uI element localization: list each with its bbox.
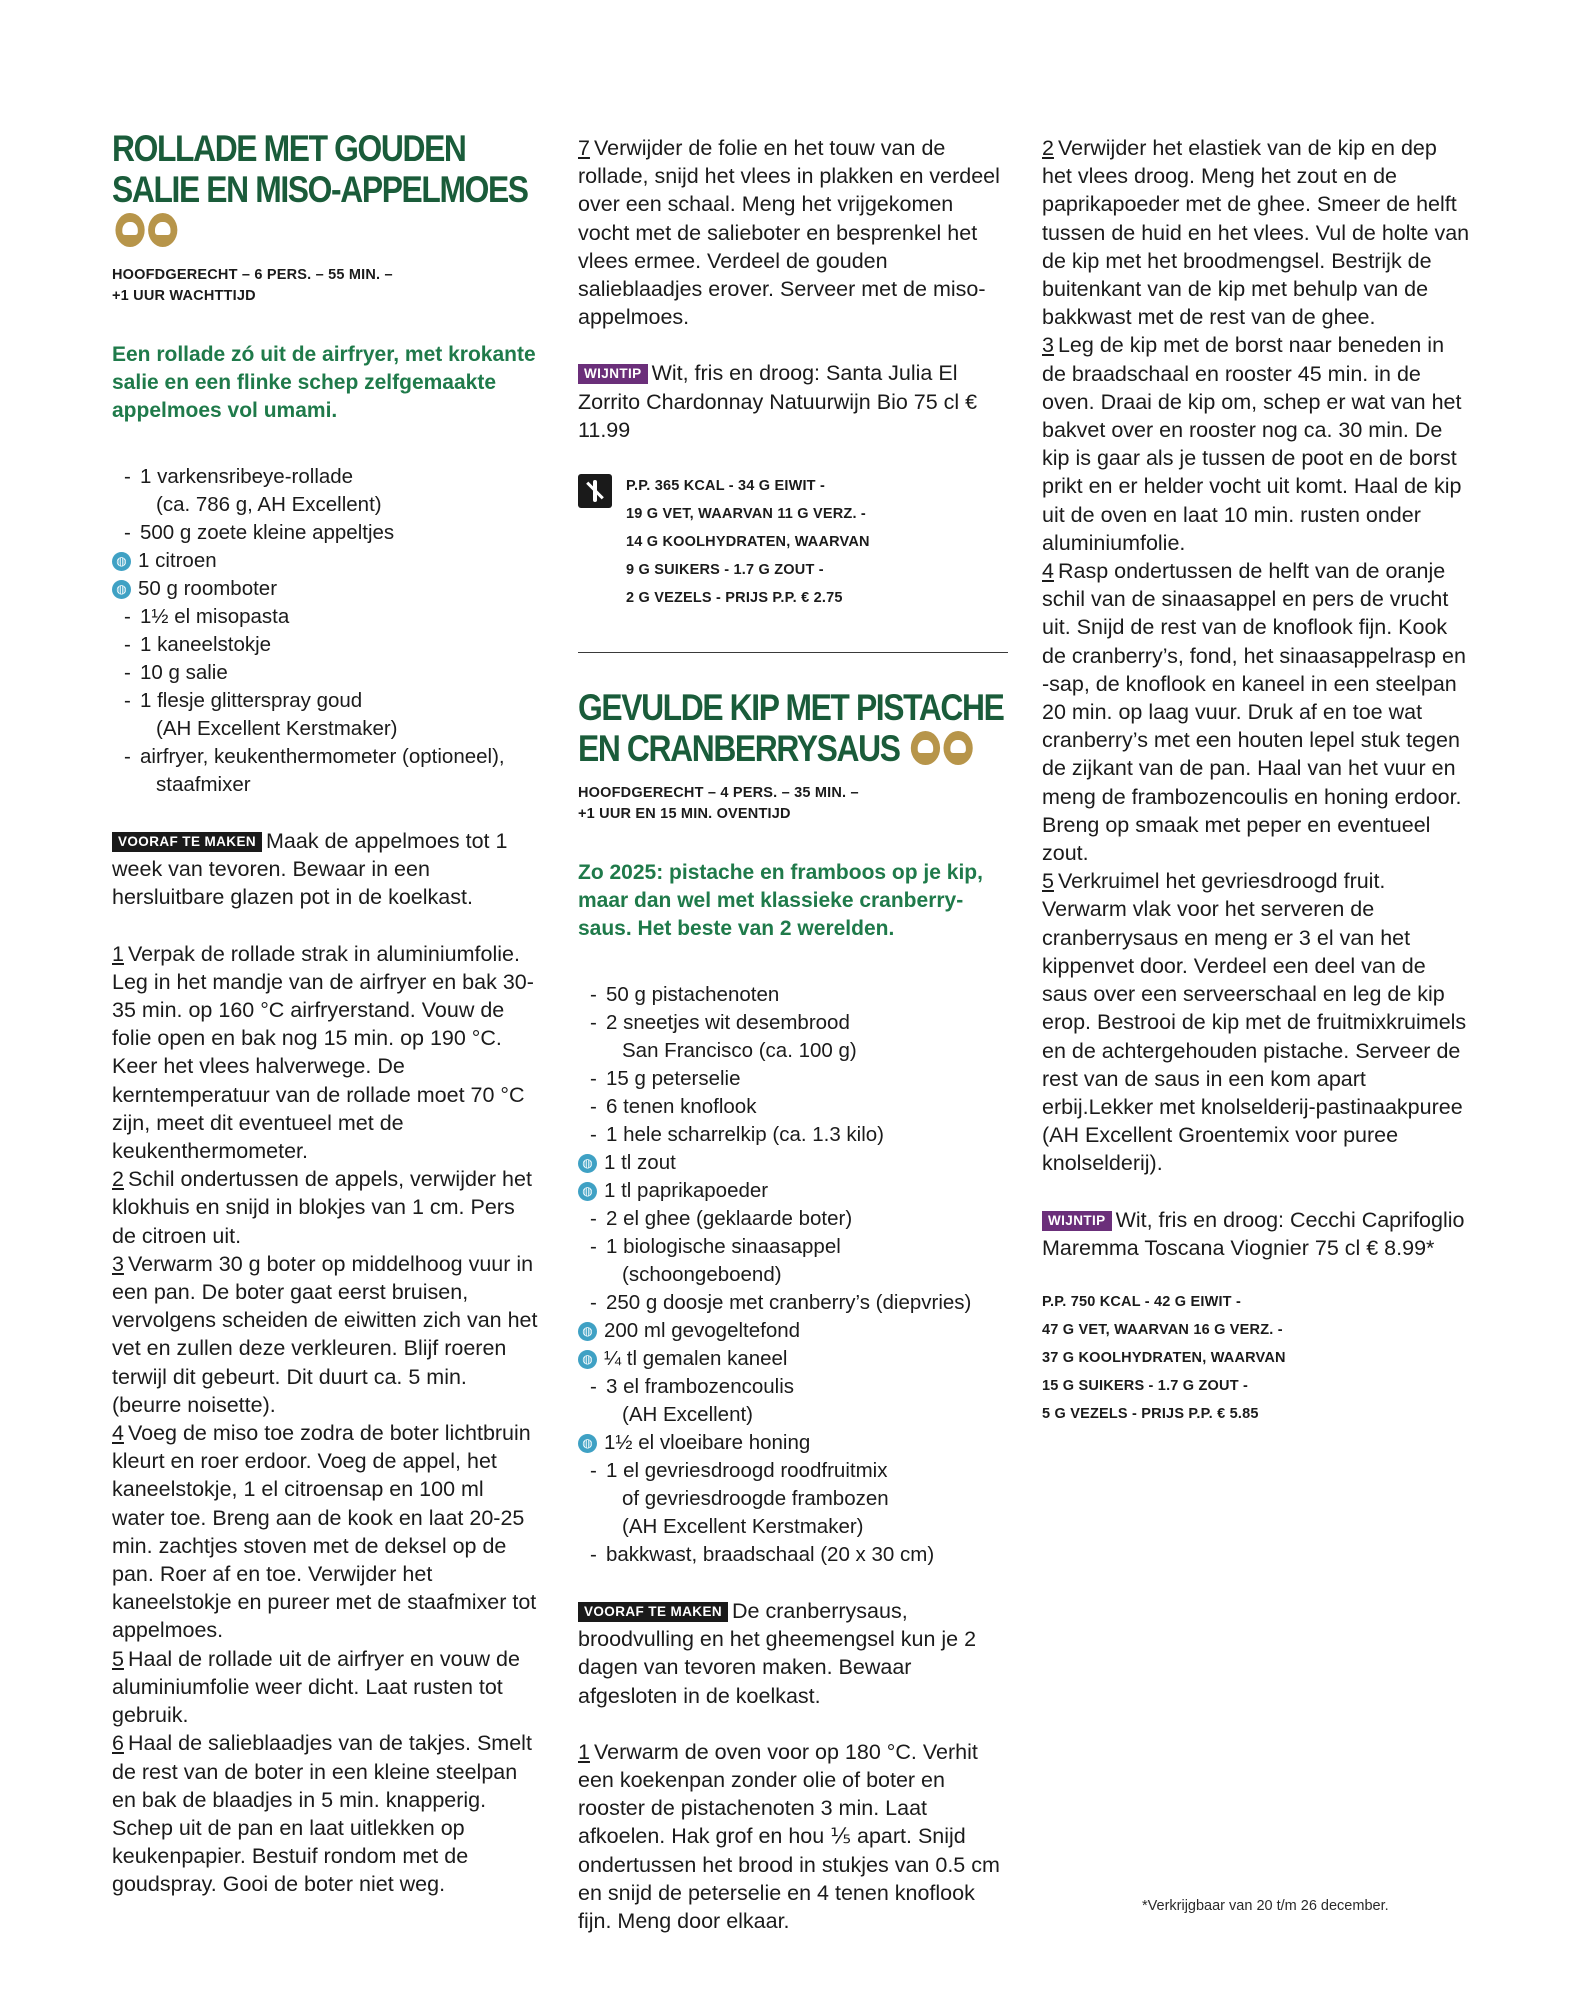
- section-divider: [578, 652, 1008, 653]
- ingredient: (AH Excellent Kerstmaker): [156, 717, 398, 740]
- nutrition-line: 47 G VET, WAARVAN 16 G VERZ. -: [1042, 1321, 1283, 1338]
- nutrition-line: 37 G KOOLHYDRATEN, WAARVAN: [1042, 1349, 1286, 1366]
- recipe-step: 3 Leg de kip met de borst naar beneden in de braadschaal en rooster 45 min. in de oven. Draai de kip om, schep er wat van het bakvet over en rooster nog ca. 30 min. De kip is gaar als je tussen de poot en de borst prikt en er helder vocht uit komt. Haal de kip uit de oven en laat 10 min. rusten onder aluminiumfolie.: [1042, 333, 1462, 555]
- recipe2-title: GEVULDE KIP MET PISTACHE EN CRANBERRYSAUS: [578, 687, 1004, 770]
- column-1: [112, 128, 542, 1899]
- chef-hat-icon: [115, 213, 144, 247]
- recipe2-meta-line: +1 UUR EN 15 MIN. OVENTIJD: [578, 806, 791, 823]
- ingredient: - airfryer, keukenthermometer (optioneel),: [124, 745, 505, 768]
- ingredient: - 500 g zoete kleine appeltjes: [124, 521, 395, 544]
- recipe2-steps: [578, 1738, 1008, 1934]
- recipe-step: 4 Rasp ondertussen de helft van de oranje schil van de sinaasappel en pers de vrucht uit. Snijd de rest van de knoflook fijn. Kook de cranberry’s, fond, het sinaasappelrasp en -sap, de knoflook en kaneel in een steelpan 20 min. op laag vuur. Druk af en toe wat cranberry’s met een houten lepel stuk tegen de zijkant van de pan. Haal van het vuur en meng de frambozencoulis en honing erdoor. Breng op smaak met peper en eventueel zout.: [1042, 559, 1466, 866]
- chef-hat-icon: [148, 213, 177, 247]
- ingredient: ◍ 1 citroen: [112, 547, 542, 575]
- ingredient: - 50 g pistachenoten: [590, 983, 780, 1007]
- chef-hat-icon: [943, 731, 972, 765]
- ingredient: - 15 g peterselie: [590, 1067, 741, 1091]
- recipe1-title: ROLLADE MET GOUDEN SALIE EN MISO-APPELMOES: [112, 128, 559, 251]
- nutrition-line: P.P. 750 KCAL - 42 G EIWIT -: [1042, 1293, 1241, 1310]
- recipe-step: 3 Verwarm 30 g boter op middelhoog vuur in een pan. De boter gaat eerst bruisen, vervolgens scheiden de eiwitten zich van het vet en zullen deze verkleuren. Blijf roeren terwijl dit gebeurt. Dit duurt ca. 5 min. (beurre noisette).: [112, 1251, 538, 1417]
- ingredient: - 250 g doosje met cranberry’s (diepvries): [590, 1291, 972, 1315]
- recipe1-ingredients: [112, 463, 542, 799]
- column-3: [1042, 134, 1472, 1428]
- recipe-step: 6 Haal de salieblaadjes van de takjes. Smelt de rest van de boter in een kleine steelpan en bak de blaadjes in 5 min. knapperig. Schep uit de pan en laat uitlekken op keukenpapier. Bestuif rondom met de goudspray. Gooi de boter niet weg.: [112, 1731, 532, 1897]
- seasonal-icon: ◍: [578, 1322, 597, 1341]
- nutrition-line: 15 G SUIKERS - 1.7 G ZOUT -: [1042, 1377, 1249, 1394]
- seasonal-icon: ◍: [112, 552, 131, 571]
- ingredient: - 2 el ghee (geklaarde boter): [590, 1207, 853, 1231]
- recipe1-meta-line: HOOFDGERECHT – 6 PERS. – 55 MIN. –: [112, 267, 393, 283]
- recipe1-meta: [112, 265, 542, 307]
- recipe-step: 4 Voeg de miso toe zodra de boter lichtbruin kleurt en roer erdoor. Voeg de appel, het kaneelstokje, 1 el citroensap en 100 ml water toe. Breng aan de kook en laat 20-25 min. zachtjes stoven met de deksel op de pan. Roer af en toe. Verwijder het kaneelstokje en pureer met de staafmixer tot appelmoes.: [112, 1421, 537, 1643]
- ingredient: (ca. 786 g, AH Excellent): [156, 493, 382, 516]
- recipe1-nutrition: [578, 472, 1008, 612]
- seasonal-icon: ◍: [112, 580, 131, 599]
- recipe1-intro: Een rollade zó uit de airfryer, met krokante salie en een flinke schep zelfgemaakte appelmoes vol umami.: [112, 343, 536, 422]
- ingredient: - 1 hele scharrelkip (ca. 1.3 kilo): [590, 1123, 885, 1147]
- ingredient: ◍ 50 g roomboter: [112, 575, 542, 603]
- recipe2-ingredients: [578, 981, 1008, 1569]
- ingredient: - 1 el gevriesdroogd roodfruitmix: [590, 1459, 888, 1483]
- recipe2-vooraf: VOORAF TE MAKEN De cranberrysaus, broodvulling en het gheemengsel kun je 2 dagen van tevoren maken. Bewaar afgesloten in de koelkast.: [578, 1599, 977, 1708]
- ingredient: - 6 tenen knoflook: [590, 1095, 757, 1119]
- seasonal-icon: ◍: [578, 1154, 597, 1173]
- seasonal-icon: ◍: [578, 1350, 597, 1369]
- ingredient: San Francisco (ca. 100 g): [622, 1039, 857, 1063]
- nutrition-line: 5 G VEZELS - PRIJS P.P. € 5.85: [1042, 1405, 1259, 1422]
- ingredient: ◍ 1 tl paprikapoeder: [578, 1177, 1008, 1205]
- nutrition-line: 2 G VEZELS - PRIJS P.P. € 2.75: [626, 590, 843, 607]
- nutrition-line: 9 G SUIKERS - 1.7 G ZOUT -: [626, 562, 824, 579]
- wine-tag: WIJNTIP: [578, 364, 648, 384]
- recipe2-wine: WIJNTIP Wit, fris en droog: Cecchi Caprifoglio Maremma Toscana Viognier 75 cl € 8.99*: [1042, 1207, 1465, 1260]
- ingredient: ◍ ¼ tl gemalen kaneel: [578, 1345, 1008, 1373]
- ingredient: - 1 varkensribeye-rollade: [124, 465, 354, 488]
- nutrition-line: 19 G VET, WAARVAN 11 G VERZ. -: [626, 506, 866, 523]
- ingredient: - 10 g salie: [124, 661, 228, 684]
- recipe1-steps: [112, 940, 542, 1899]
- recipe-step: 7 Verwijder de folie en het touw van de rollade, snijd het vlees in plakken en verdeel over een schaal. Meng het vrijgekomen vocht met de salieboter en besprenkel het vlees ermee. Verdeel de gouden salieblaadjes erover. Serveer met de miso-appelmoes.: [578, 136, 1000, 330]
- ingredient: - 1 biologische sinaasappel: [590, 1235, 841, 1259]
- wine-tag: WIJNTIP: [1042, 1211, 1112, 1231]
- ingredient: ◍ 1½ el vloeibare honing: [578, 1429, 1008, 1457]
- ingredient: (AH Excellent Kerstmaker): [622, 1515, 864, 1539]
- recipe-step: 1 Verwarm de oven voor op 180 °C. Verhit een koekenpan zonder olie of boter en rooster de pistachenoten 3 min. Laat afkoelen. Hak grof en hou ⅕ apart. Snijd ondertussen het brood in stukjes van 0.5 cm en snijd de peterselie en 4 tenen knoflook fijn. Meng door elkaar.: [578, 1739, 1000, 1934]
- ingredient: (AH Excellent): [622, 1403, 754, 1427]
- ingredient: - 1 flesje glitterspray goud: [124, 689, 363, 712]
- ingredient: - 1½ el misopasta: [124, 605, 290, 628]
- recipe1-vooraf: VOORAF TE MAKEN Maak de appelmoes tot 1 week van tevoren. Bewaar in een hersluitbare glazen pot in de koelkast.: [112, 829, 508, 910]
- ingredient: - 2 sneetjes wit desembrood: [590, 1011, 850, 1035]
- recipe-step: 2 Schil ondertussen de appels, verwijder het klokhuis en snijd in blokjes van 1 cm. Pers de citroen uit.: [112, 1167, 532, 1248]
- recipe-step: 2 Verwijder het elastiek van de kip en dep het vlees droog. Meng het zout en de paprikapoeder met de ghee. Smeer de helft tussen de huid en het vlees. Vul de holte van de kip met het broodmengsel. Bestrijk de buitenkant van de kip met behulp van de bakkwast met de rest van de ghee.: [1042, 136, 1470, 330]
- ingredient: ◍ 200 ml gevogeltefond: [578, 1317, 1008, 1345]
- recipe2-meta: [578, 783, 1008, 825]
- seasonal-icon: ◍: [578, 1434, 597, 1453]
- recipe-step: 1 Verpak de rollade strak in aluminiumfolie. Leg in het mandje van de airfryer en bak 30-35 min. op 160 °C airfryerstand. Vouw de folie open en bak nog 15 min. op 190 °C. Keer het vlees halverwege. De kerntemperatuur van de rollade moet 70 °C zijn, meet dit eventueel met de keukenthermometer.: [112, 941, 534, 1164]
- recipe2-nutrition: [1042, 1288, 1472, 1428]
- recipe-step: 5 Haal de rollade uit de airfryer en vouw de aluminiumfolie weer dicht. Laat rusten tot gebruik.: [112, 1646, 520, 1728]
- ingredient: ◍ 1 tl zout: [578, 1149, 1008, 1177]
- recipe-step: 5 Verkruimel het gevriesdroogd fruit. Verwarm vlak voor het serveren de cranberrysaus en meng er 3 el van het kippenvet door. Verdeel een deel van de saus over een serveerschaal en leg de kip erop. Bestrooi de kip met de fruitmixkruimels en de achtergehouden pistache. Serveer de rest van de saus in een kom apart erbij.Lekker met knolselderij-pastinaakpuree (AH Excellent Groentemix voor puree knolselderij).: [1042, 869, 1467, 1176]
- recipe2-meta-line: HOOFDGERECHT – 4 PERS. – 35 MIN. –: [578, 785, 859, 802]
- nutrition-line: 14 G KOOLHYDRATEN, WAARVAN: [626, 534, 870, 551]
- vooraf-tag: VOORAF TE MAKEN: [578, 1602, 728, 1622]
- ingredient: of gevriesdroogde frambozen: [622, 1487, 889, 1511]
- gluten-free-icon: [578, 474, 612, 508]
- recipe2-intro: Zo 2025: pistache en framboos op je kip, maar dan wel met klassieke cranberrysaus. Het beste van 2 werelden.: [578, 861, 983, 941]
- recipe1-steps-cont: [578, 134, 1008, 331]
- recipe2-steps-cont: [1042, 134, 1472, 1178]
- column-2: [578, 128, 1008, 1934]
- ingredient: (schoongeboend): [622, 1263, 782, 1287]
- ingredient: staafmixer: [156, 773, 251, 796]
- nutrition-line: P.P. 365 KCAL - 34 G EIWIT -: [626, 478, 825, 495]
- recipe1-meta-line: +1 UUR WACHTTIJD: [112, 288, 256, 304]
- seasonal-icon: ◍: [578, 1182, 597, 1201]
- chef-hat-icon: [910, 731, 939, 765]
- footnote: *Verkrijgbaar van 20 t/m 26 december.: [1142, 1898, 1389, 1914]
- ingredient: - bakkwast, braadschaal (20 x 30 cm): [590, 1543, 935, 1567]
- ingredient: - 3 el frambozencoulis: [590, 1375, 795, 1399]
- ingredient: - 1 kaneelstokje: [124, 633, 272, 656]
- vooraf-tag: VOORAF TE MAKEN: [112, 832, 262, 852]
- recipe1-wine: WIJNTIP Wit, fris en droog: Santa Julia El Zorrito Chardonnay Natuurwijn Bio 75 cl € 11.99: [578, 361, 978, 442]
